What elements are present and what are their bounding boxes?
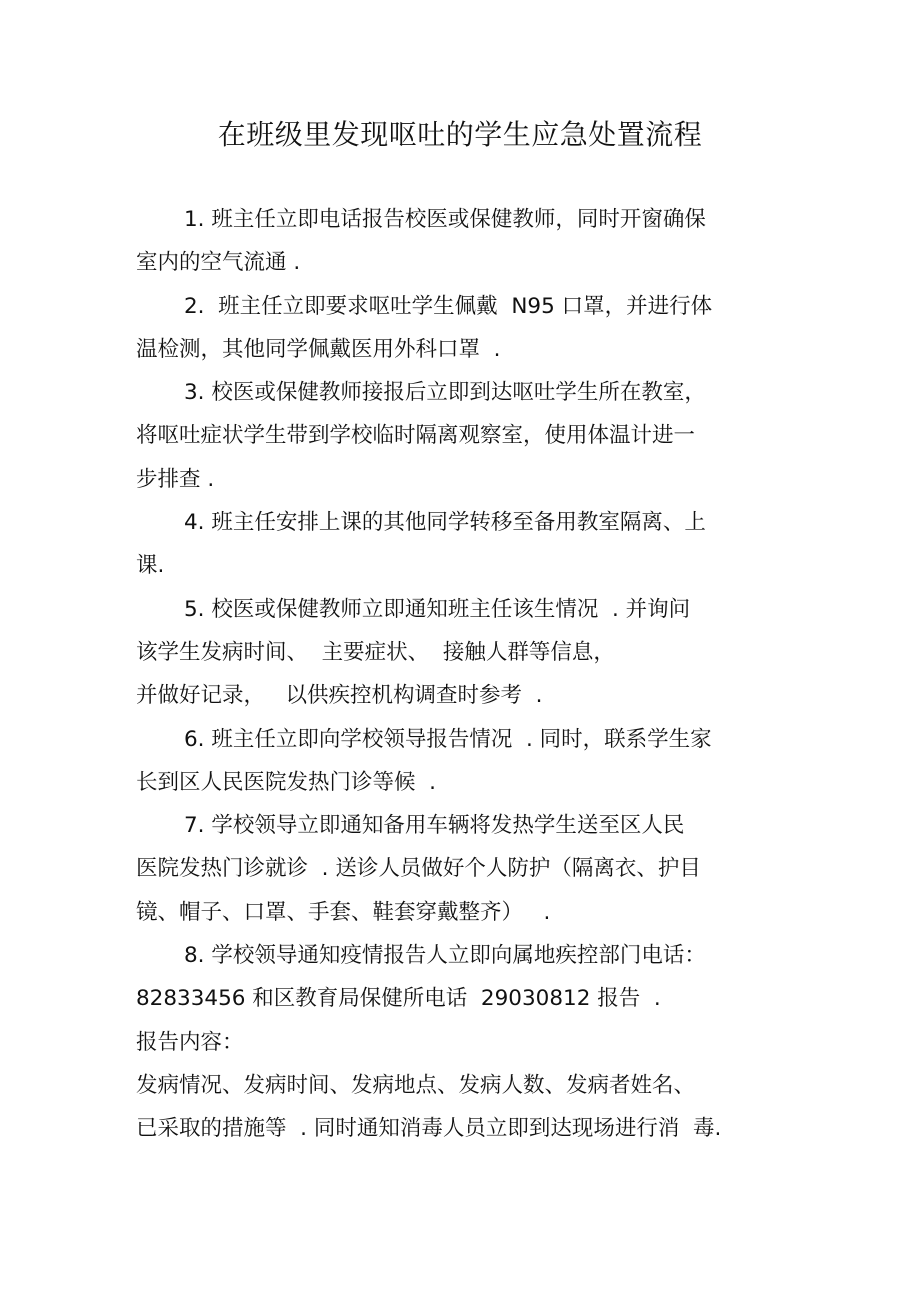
step-1-line-1: 1. 班主任立即电话报告校医或保健教师，同时开窗确保 <box>184 207 706 232</box>
step-2-line-2: 温检测，其他同学佩戴医用外科口罩 . <box>136 336 501 362</box>
step-4-line-1: 4. 班主任安排上课的其他同学转移至备用教室隔离、上 <box>184 510 706 536</box>
report-content-line-1: 发病情况、发病时间、发病地点、发病人数、发病者姓名、 <box>136 1072 696 1098</box>
step-3-line-2: 将呕吐症状学生带到学校临时隔离观察室，使用体温计进一 <box>136 423 696 449</box>
step-3-line-1: 3. 校医或保健教师接报后立即到达呕吐学生所在教室， <box>184 380 706 406</box>
step-5-line-1: 5. 校医或保健教师立即通知班主任该生情况 . 并询问 <box>184 596 691 622</box>
step-6-line-2: 长到区人民医院发热门诊等候 . <box>136 769 437 795</box>
step-2-line-1: 2. 班主任立即要求呕吐学生佩戴 N95 口罩，并进行体 <box>184 293 713 319</box>
document-body <box>136 198 786 1151</box>
step-7-line-3: 镜、帽子、口罩、手套、鞋套穿戴整齐） . <box>136 899 551 925</box>
step-4-line-2: 课. <box>136 553 165 579</box>
report-content-line-2: 已采取的措施等 . 同时通知消毒人员立即到达现场进行消 毒. <box>136 1116 722 1142</box>
step-3-line-3: 步排查 . <box>136 466 215 492</box>
step-8-line-2: 82833456 和区教育局保健所电话 29030812 报告 . <box>136 986 661 1012</box>
step-5-line-2: 该学生发病时间、 主要症状、 接触人群等信息， <box>136 639 615 665</box>
step-5-line-3: 并做好记录， 以供疾控机构调查时参考 . <box>136 683 543 709</box>
step-1-line-2: 室内的空气流通 . <box>136 250 301 276</box>
step-7-line-2: 医院发热门诊就诊 . 送诊人员做好个人防护（隔离衣、护目 <box>136 856 701 882</box>
step-7-line-1: 7. 学校领导立即通知备用车辆将发热学生送至区人民 <box>184 813 685 839</box>
step-8-line-1: 8. 学校领导通知疫情报告人立即向属地疾控部门电话： <box>184 943 706 969</box>
step-6-line-1: 6. 班主任立即向学校领导报告情况 . 同时，联系学生家 <box>184 726 712 752</box>
report-content-label: 报告内容： <box>136 1029 244 1055</box>
document-title: 在班级里发现呕吐的学生应急处置流程 <box>217 118 703 151</box>
